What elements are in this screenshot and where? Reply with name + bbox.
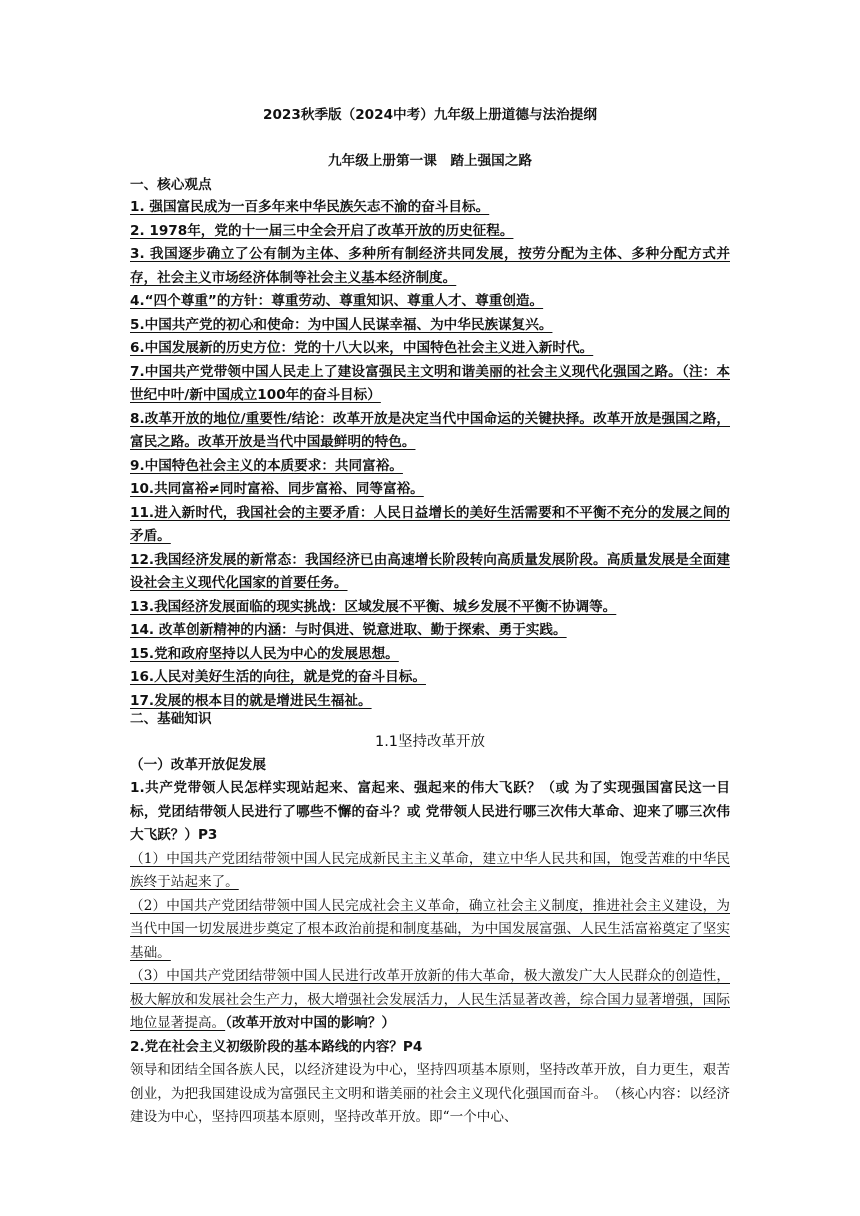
core-points-list — [130, 196, 730, 713]
question-1: 1.共产党带领人民怎样实现站起来、富起来、强起来的伟大飞跃？（或 为了实现强国富民这一目标，党团结带领人民进行了哪些不懈的奋斗？或 党带领人民进行哪三次伟大革命、迎来了哪三次伟大飞跃？）P3 — [130, 780, 730, 843]
question-2: 2.党在社会主义初级阶段的基本路线的内容？P4 — [130, 1038, 423, 1055]
core-point: 4.“四个尊重”的方针：尊重劳动、尊重知识、尊重人才、尊重创造。 — [130, 293, 544, 309]
section-heading-basic-knowledge: 二、基础知识 — [130, 711, 212, 727]
answer-1-item-1: （1）中国共产党团结带领中国人民完成新民主主义革命，建立中华人民共和国，饱受苦难的中华民族终于站起来了。 — [130, 850, 730, 890]
lesson-title: 九年级上册第一课 踏上强国之路 — [328, 153, 532, 169]
answer-1-item-3 — [130, 965, 730, 1036]
core-point: 15.党和政府坚持以人民为中心的发展思想。 — [130, 645, 399, 662]
core-point: 3. 我国逐步确立了公有制为主体、多种所有制经济共同发展，按劳分配为主体、多种分配方式并存，社会主义市场经济体制等社会主义基本经济制度。 — [130, 246, 730, 286]
core-point: 11.进入新时代，我国社会的主要矛盾：人民日益增长的美好生活需要和不平衡不充分的发展之间的矛盾。 — [130, 504, 730, 544]
answer-1-item-3-note: （改革开放对中国的影响？） — [225, 1015, 396, 1031]
core-point: 5.中国共产党的初心和使命：为中国人民谋幸福、为中华民族谋复兴。 — [130, 316, 553, 333]
core-point: 14. 改革创新精神的内涵：与时俱进、锐意进取、勤于探索、勇于实践。 — [130, 622, 567, 638]
core-point: 2. 1978年，党的十一届三中全会开启了改革开放的历史征程。 — [130, 222, 514, 239]
document-title: 2023秋季版（2024中考）九年级上册道德与法治提纲 — [263, 107, 597, 123]
core-point: 12.我国经济发展的新常态：我国经济已由高速增长阶段转向高质量发展阶段。高质量发展是全面建设社会主义现代化国家的首要任务。 — [130, 551, 730, 591]
qa-content — [130, 777, 730, 1130]
core-point: 10.共同富裕≠同时富裕、同步富裕、同等富裕。 — [130, 481, 424, 497]
answer-1-item-3-text: （3）中国共产党团结带领中国人民进行改革开放新的伟大革命，极大激发广大人民群众的创造性，极大解放和发展社会生产力，极大增强社会发展活力，人民生活显著改善，综合国力显著增强，国际地位显著提高。 — [130, 968, 730, 1031]
core-point: 6.中国发展新的历史方位：党的十八大以来，中国特色社会主义进入新时代。 — [130, 340, 594, 356]
subsection-title: 1.1坚持改革开放 — [374, 734, 486, 750]
core-point: 1. 强国富民成为一百多年来中华民族矢志不渝的奋斗目标。 — [130, 199, 490, 215]
answer-1-item-2: （2）中国共产党团结带领中国人民完成社会主义革命，确立社会主义制度，推进社会主义建设，为当代中国一切发展进步奠定了根本政治前提和制度基础，为中国发展富强、人民生活富裕奠定了坚实基础。 — [130, 897, 730, 961]
answer-2: 领导和团结全国各族人民，以经济建设为中心，坚持四项基本原则，坚持改革开放，自力更生，艰苦创业，为把我国建设成为富强民主文明和谐美丽的社会主义现代化强国而奋斗。 （核心内容：以经济建设为中心，坚持四项基本原则，坚持改革开放。即“一个中心、 — [130, 1062, 730, 1125]
core-point: 7.中国共产党带领中国人民走上了建设富强民主文明和谐美丽的社会主义现代化强国之路。（注：本世纪中叶/新中国成立100年的奋斗目标） — [130, 363, 730, 403]
section-heading-core-points: 一、核心观点 — [130, 177, 212, 193]
core-point: 8.改革开放的地位/重要性/结论：改革开放是决定当代中国命运的关键抉择。改革开放是强国之路，富民之路。改革开放是当代中国最鲜明的特色。 — [130, 410, 730, 450]
core-point: 9.中国特色社会主义的本质要求：共同富裕。 — [130, 457, 403, 474]
core-point: 16.人民对美好生活的向往，就是党的奋斗目标。 — [130, 669, 426, 685]
core-point: 17.发展的根本目的就是增进民生福祉。 — [130, 692, 372, 709]
core-point: 13.我国经济发展面临的现实挑战：区域发展不平衡、城乡发展不平衡不协调等。 — [130, 598, 617, 615]
part-heading: （一）改革开放促发展 — [130, 757, 266, 773]
